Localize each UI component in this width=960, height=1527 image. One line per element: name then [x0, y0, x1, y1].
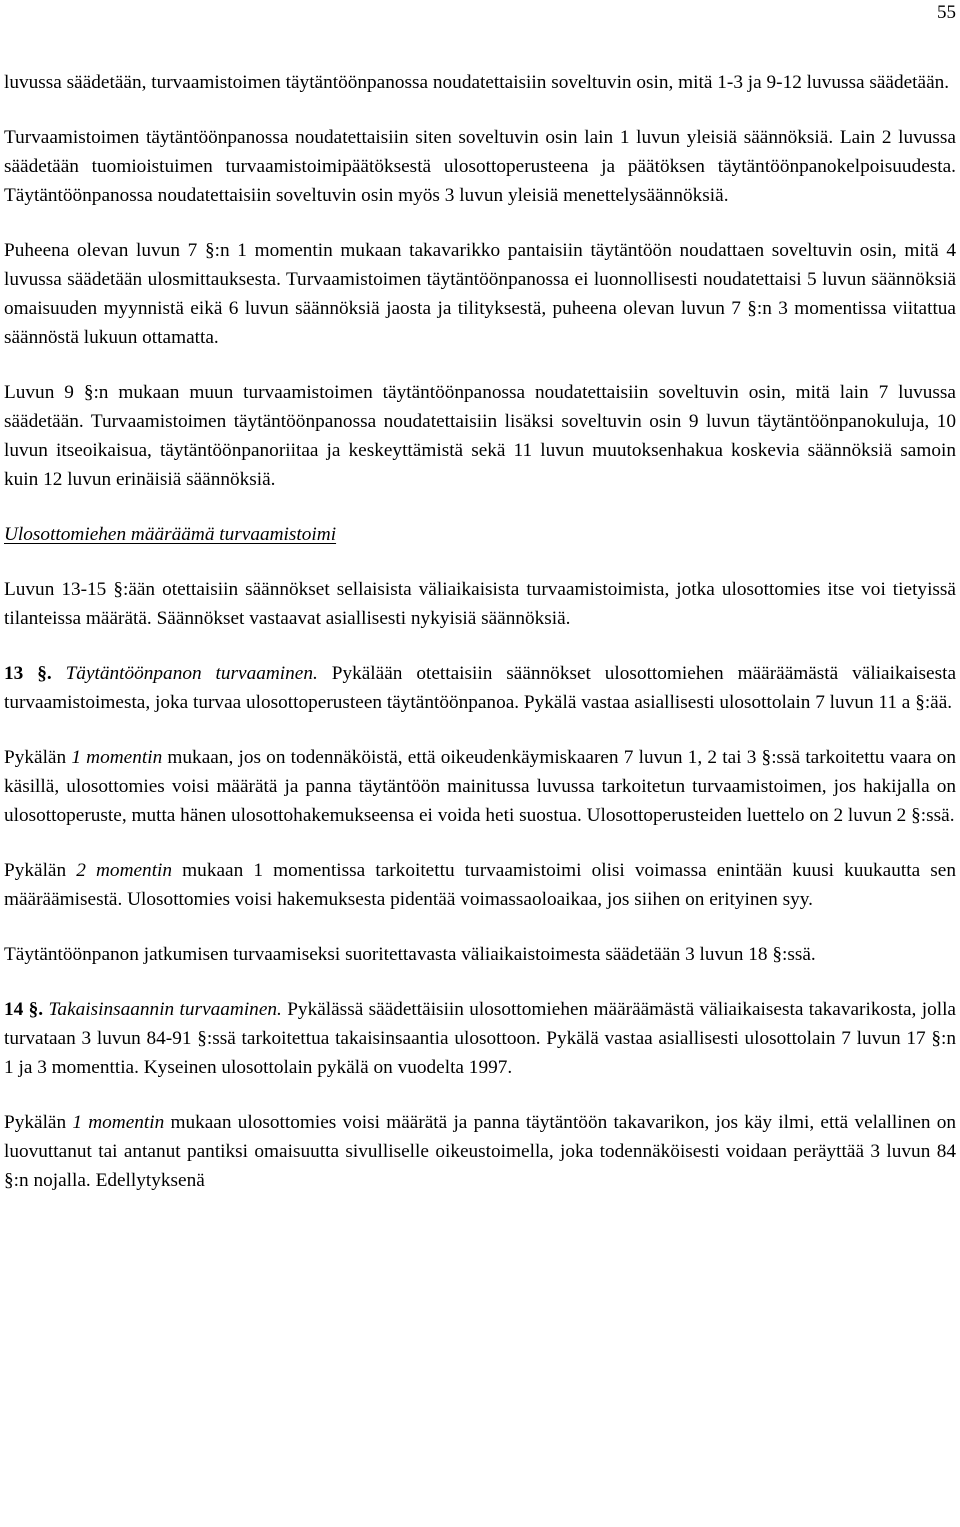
section-text: Pykälään otettaisiin säännökset ulosottomiehen määräämästä väliaikaisesta turvaamistoimesta, joka turvaa ulosottoperusteen täytäntöönpanoa. Pykälä vastaa asiallisesti ulosottolain 7 luvun 11 a §:ää.: [4, 663, 956, 713]
paragraph-section-14: [4, 995, 956, 1082]
section-heading: [4, 520, 956, 549]
section-title: Täytäntöönpanon turvaaminen.: [65, 663, 318, 684]
moment-reference: 1 momentin: [72, 1112, 165, 1133]
page-number: 55: [937, 2, 956, 23]
paragraph-3: Puheena olevan luvun 7 §:n 1 momentin mukaan takavarikko pantaisiin täytäntöön noudattaen soveltuvin osin, mitä 4 luvussa säädetään ulosmittauksesta. Turvaamistoimen täytäntöönpanossa ei luonnollisesti noudatettaisi 5 luvun säännöksiä omaisuuden myynnistä eikä 6 luvun säännöksiä jaosta ja tilityksestä, puheena olevan luvun 7 §:n 3 momentissa viitattua säännöstä lukuun ottamatta.: [4, 240, 956, 348]
section-heading-text: Ulosottomiehen määräämä turvaamistoimi: [4, 524, 337, 545]
paragraph-text: mukaan ulosottomies voisi määrätä ja panna täytäntöön takavarikon, jos käy ilmi, että velallinen on luovuttanut tai antanut pantiksi omaisuutta sivulliselle oikeustoimella, joka todennäköisesti voidaan peräyttää 3 luvun 84 §:n nojalla. Edellytyksenä: [4, 1112, 956, 1191]
paragraph-text: Pykälän: [4, 860, 77, 881]
document-body: [4, 68, 956, 1221]
moment-reference: 2 momentin: [76, 860, 173, 881]
paragraph-text: mukaan, jos on todennäköistä, että oikeudenkäymiskaaren 7 luvun 1, 2 tai 3 §:ssä tarkoitettu vaara on käsillä, ulosottomies voisi määrätä ja panna täytäntöön mainitussa luvussa tarkoitetun turvaamistoimen, jos hakijalla on ulosottoperuste, mutta hänen ulosottohakemukseensa ei voida heti suostua. Ulosottoperusteiden luettelo on 2 luvun 2 §:ssä.: [4, 747, 956, 826]
section-text: Pykälässä säädettäisiin ulosottomiehen määräämästä väliaikaisesta takavarikosta, jolla turvataan 3 luvun 84-91 §:ssä tarkoitettua takaisinsaantia ulosottoon. Pykälä vastaa asiallisesti ulosottolain 7 luvun 17 §:n 1 ja 3 momenttia. Kyseinen ulosottolain pykälä on vuodelta 1997.: [4, 999, 956, 1078]
paragraph-1: luvussa säädetään, turvaamistoimen täytäntöönpanossa noudatettaisiin soveltuvin osin, mitä 1-3 ja 9-12 luvussa säädetään.: [4, 72, 950, 93]
paragraph-11: [4, 1108, 956, 1195]
paragraph-text: mukaan 1 momentissa tarkoitettu turvaamistoimi olisi voimassa enintään kuusi kuukautta sen määräämisestä. Ulosottomies voisi hakemuksesta pidentää voimassaoloaikaa, jos siihen on erityinen syy.: [4, 860, 956, 910]
section-number: 14 §.: [4, 999, 44, 1020]
paragraph-8: [4, 856, 956, 914]
paragraph-5: Luvun 13-15 §:ään otettaisiin säännökset sellaisista väliaikaisista turvaamistoimista, jotka ulosottomies itse voi tietyissä tilanteissa määrätä. Säännökset vastaavat asiallisesti nykyisiä säännöksiä.: [4, 579, 956, 629]
paragraph-4: Luvun 9 §:n mukaan muun turvaamistoimen täytäntöönpanossa noudatettaisiin soveltuvin osin, mitä lain 7 luvussa säädetään. Turvaamistoimen täytäntöönpanossa noudatettaisiin lisäksi soveltuvin osin 9 luvun täytäntöönpanokuluja, 10 luvun itseoikaisua, täytäntöönpanoriitaa ja keskeyttämistä sekä 11 luvun muutoksenhakua koskevia säännöksiä samoin kuin 12 luvun erinäisiä säännöksiä.: [4, 382, 956, 490]
moment-reference: 1 momentin: [71, 747, 163, 768]
section-title: Takaisinsaannin turvaaminen.: [48, 999, 282, 1020]
paragraph-7: [4, 743, 956, 830]
paragraph-text: Pykälän: [4, 747, 72, 768]
paragraph-text: Pykälän: [4, 1112, 73, 1133]
paragraph-2: Turvaamistoimen täytäntöönpanossa noudatettaisiin siten soveltuvin osin lain 1 luvun yleisiä säännöksiä. Lain 2 luvussa säädetään tuomioistuimen turvaamistoimipäätöksestä ulosottoperusteena ja päätöksen täytäntöönpanokelpoisuudesta. Täytäntöönpanossa noudatettaisiin soveltuvin osin myös 3 luvun yleisiä menettelysäännöksiä.: [4, 127, 956, 206]
section-number: 13 §.: [4, 663, 52, 684]
paragraph-section-13: [4, 659, 956, 717]
paragraph-9: Täytäntöönpanon jatkumisen turvaamiseksi suoritettavasta väliaikaistoimesta säädetään 3 luvun 18 §:ssä.: [4, 944, 816, 965]
